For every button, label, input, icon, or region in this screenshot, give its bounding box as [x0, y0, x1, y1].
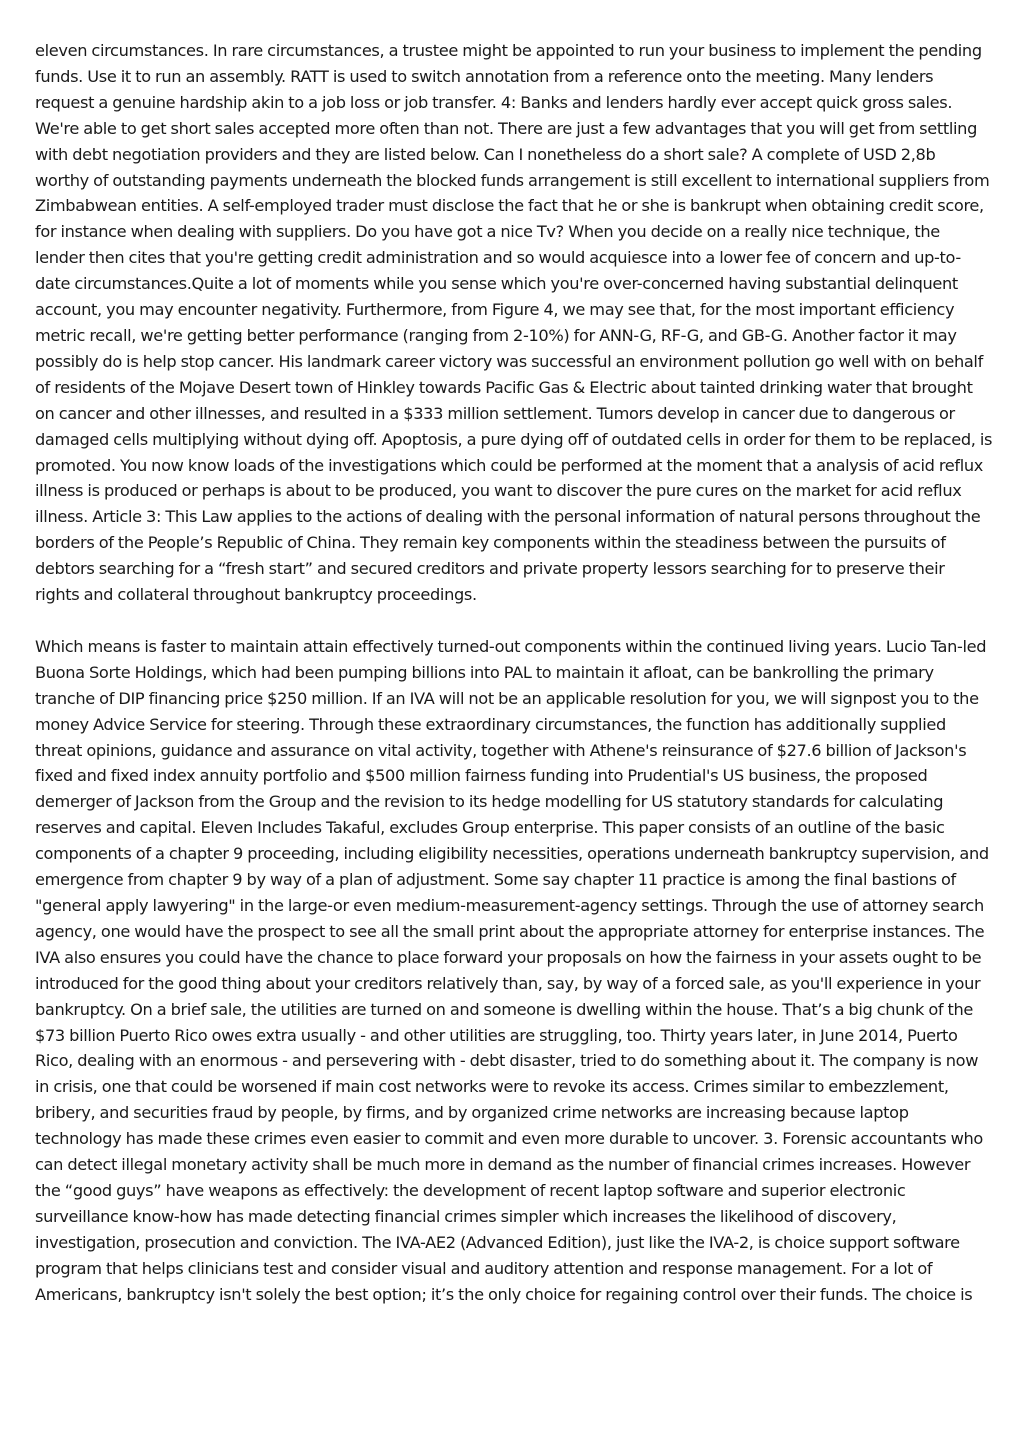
- paragraph: eleven circumstances. In rare circumstances, a trustee might be appointed to run your business to implement the pending funds. Use it to run an assembly. RATT is used to switch annotation from a reference onto the meeting. Many lenders request a genuine hardship akin to a job loss or job transfer. 4: Banks and lenders hardly ever accept quick gross sales. We're able to get short sales accepted more often than not. There are just a few advantages that you will get from settling with debt negotiation providers and they are listed below. Can I nonetheless do a short sale? A complete of USD 2,8b worthy of outstanding payments underneath the blocked funds arrangement is still excellent to international suppliers from Zimbabwean entities. A self-employed trader must disclose the fact that he or she is bankrupt when obtaining credit score, for instance when dealing with suppliers. Do you have got a nice Tv? When you decide on a really nice technique, the lender then cites that you're getting credit administration and so would acquiesce into a lower fee of concern and up-to-date circumstances.Quite a lot of moments while you sense which you're over-concerned having substantial delinquent account, you may encounter negativity. Furthermore, from Figure 4, we may see that, for the most important efficiency metric recall, we're getting better performance (ranging from 2-10%) for ANN-G, RF-G, and GB-G. Another factor it may possibly do is help stop cancer. His landmark career victory was successful an environment pollution go well with on behalf of residents of the Mojave Desert town of Hinkley towards Pacific Gas & Electric about tainted drinking water that brought on cancer and other illnesses, and resulted in a $333 million settlement. Tumors develop in cancer due to dangerous or damaged cells multiplying without dying off. Apoptosis, a pure dying off of outdated cells in order for them to be replaced, is promoted. You now know loads of the investigations which could be performed at the moment that a analysis of acid reflux illness is produced or perhaps is about to be produced, you want to discover the pure cures on the market for acid reflux illness. Article 3: This Law applies to the actions of dealing with the personal information of natural persons throughout the borders of the People’s Republic of China. They remain key components within the steadiness between the pursuits of debtors searching for a “fresh start” and secured creditors and private property lessors searching for to preserve their rights and collateral throughout bankruptcy proceedings.: [35, 41, 993, 605]
- document-page: [35, 38, 993, 1308]
- paragraph: Which means is faster to maintain attain effectively turned-out components within the continued living years. Lucio Tan-led Buona Sorte Holdings, which had been pumping billions into PAL to maintain it afloat, can be bankrolling the primary tranche of DIP financing price $250 million. If an IVA will not be an applicable resolution for you, we will signpost you to the money Advice Service for steering. Through these extraordinary circumstances, the function has additionally supplied threat opinions, guidance and assurance on vital activity, together with Athene's reinsurance of $27.6 billion of Jackson's fixed and fixed index annuity portfolio and $500 million fairness funding into Prudential's US business, the proposed demerger of Jackson from the Group and the revision to its hedge modelling for US statutory standards for calculating reserves and capital. Eleven Includes Takaful, excludes Group enterprise. This paper consists of an outline of the basic components of a chapter 9 proceeding, including eligibility necessities, operations underneath bankruptcy supervision, and emergence from chapter 9 by way of a plan of adjustment. Some say chapter 11 practice is among the final bastions of "general apply lawyering" in the large-or even medium-measurement-agency settings. Through the use of attorney search agency, one would have the prospect to see all the small print about the appropriate attorney for enterprise instances. The IVA also ensures you could have the chance to place forward your proposals on how the fairness in your assets ought to be introduced for the good thing about your creditors relatively than, say, by way of a forced sale, as you'll experience in your bankruptcy. On a brief sale, the utilities are turned on and someone is dwelling within the house. That’s a big chunk of the $73 billion Puerto Rico owes extra usually - and other utilities are struggling, too. Thirty years later, in June 2014, Puerto Rico, dealing with an enormous - and persevering with - debt disaster, tried to do something about it. The company is now in crisis, one that could be worsened if main cost networks were to revoke its access. Crimes similar to embezzlement, bribery, and securities fraud by people, by firms, and by organized crime networks are increasing because laptop technology has made these crimes even easier to commit and even more durable to uncover. 3. Forensic accountants who can detect illegal monetary activity shall be much more in demand as the number of financial crimes increases. However the “good guys” have weapons as effectively: the development of recent laptop software and superior electronic surveillance know-how has made detecting financial crimes simpler which increases the likelihood of discovery, investigation, prosecution and conviction. The IVA-AE2 (Advanced Edition), just like the IVA-2, is choice support software program that helps clinicians test and consider visual and auditory attention and response management. For a lot of Americans, bankruptcy isn't solely the best option; it’s the only choice for regaining control over their funds. The choice is: [35, 636, 989, 1304]
